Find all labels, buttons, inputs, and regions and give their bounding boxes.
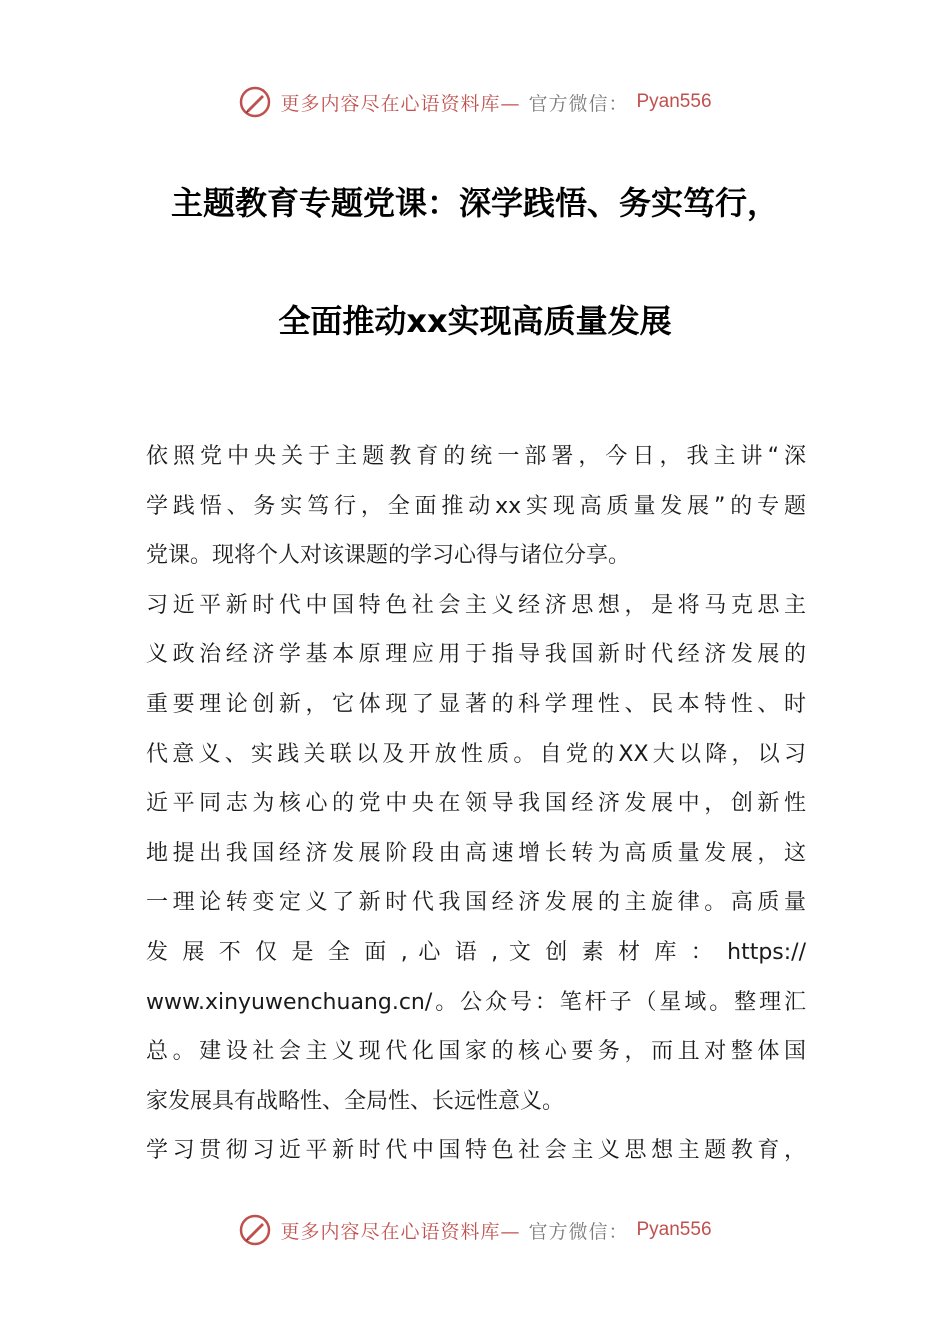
pen-logo-icon	[238, 85, 272, 119]
body-line: 学践悟、务实笃行，全面推动xx实现高质量发展”的专题	[146, 493, 806, 519]
body-line: 发 展 不 仅 是 全 面 , 心 语 , 文 创 素 材 库 ： https://	[146, 939, 806, 965]
body-line: 党课。现将个人对该课题的学习心得与诸位分享。	[146, 543, 631, 569]
document-title-line-2: 全面推动xx实现高质量发展	[278, 302, 672, 340]
body-line: 地提出我国经济发展阶段由高速增长转为高质量发展，这	[146, 840, 806, 866]
banner-library-text: 更多内容尽在心语资料库—	[280, 1220, 521, 1243]
footer-banner	[0, 1208, 950, 1252]
banner-wechat-id: Pyan556	[636, 91, 712, 112]
document-body	[146, 432, 806, 1176]
banner-wechat-label: 官方微信：	[528, 92, 629, 115]
pen-logo-icon	[238, 1213, 272, 1247]
body-line: 学习贯彻习近平新时代中国特色社会主义思想主题教育，	[146, 1138, 806, 1164]
body-line: 依照党中央关于主题教育的统一部署，今日，我主讲“深	[146, 444, 806, 469]
body-line: 义政治经济学基本原理应用于指导我国新时代经济发展的	[146, 642, 806, 668]
banner-library-text: 更多内容尽在心语资料库—	[280, 92, 521, 115]
body-line: www.xinyuwenchuang.cn/。公众号：笔杆子（星域。整理汇	[146, 989, 806, 1015]
body-line: 总。建设社会主义现代化国家的核心要务，而且对整体国	[146, 1039, 806, 1065]
body-line: 家发展具有战略性、全局性、长远性意义。	[146, 1088, 565, 1114]
banner-wechat-label: 官方微信：	[528, 1220, 629, 1243]
body-line: 一理论转变定义了新时代我国经济发展的主旋律。高质量	[146, 890, 806, 916]
header-banner	[0, 80, 950, 124]
body-line: 习近平新时代中国特色社会主义经济思想，是将马克思主	[146, 592, 806, 618]
body-line: 重要理论创新，它体现了显著的科学理性、民本特性、时	[146, 691, 806, 717]
body-line: 代意义、实践关联以及开放性质。自党的XX大以降，以习	[146, 741, 806, 767]
document-title-line-1: 主题教育专题党课：深学践悟、务实笃行，	[170, 184, 779, 222]
banner-wechat-id: Pyan556	[636, 1219, 712, 1240]
body-line: 近平同志为核心的党中央在领导我国经济发展中，创新性	[146, 791, 806, 817]
